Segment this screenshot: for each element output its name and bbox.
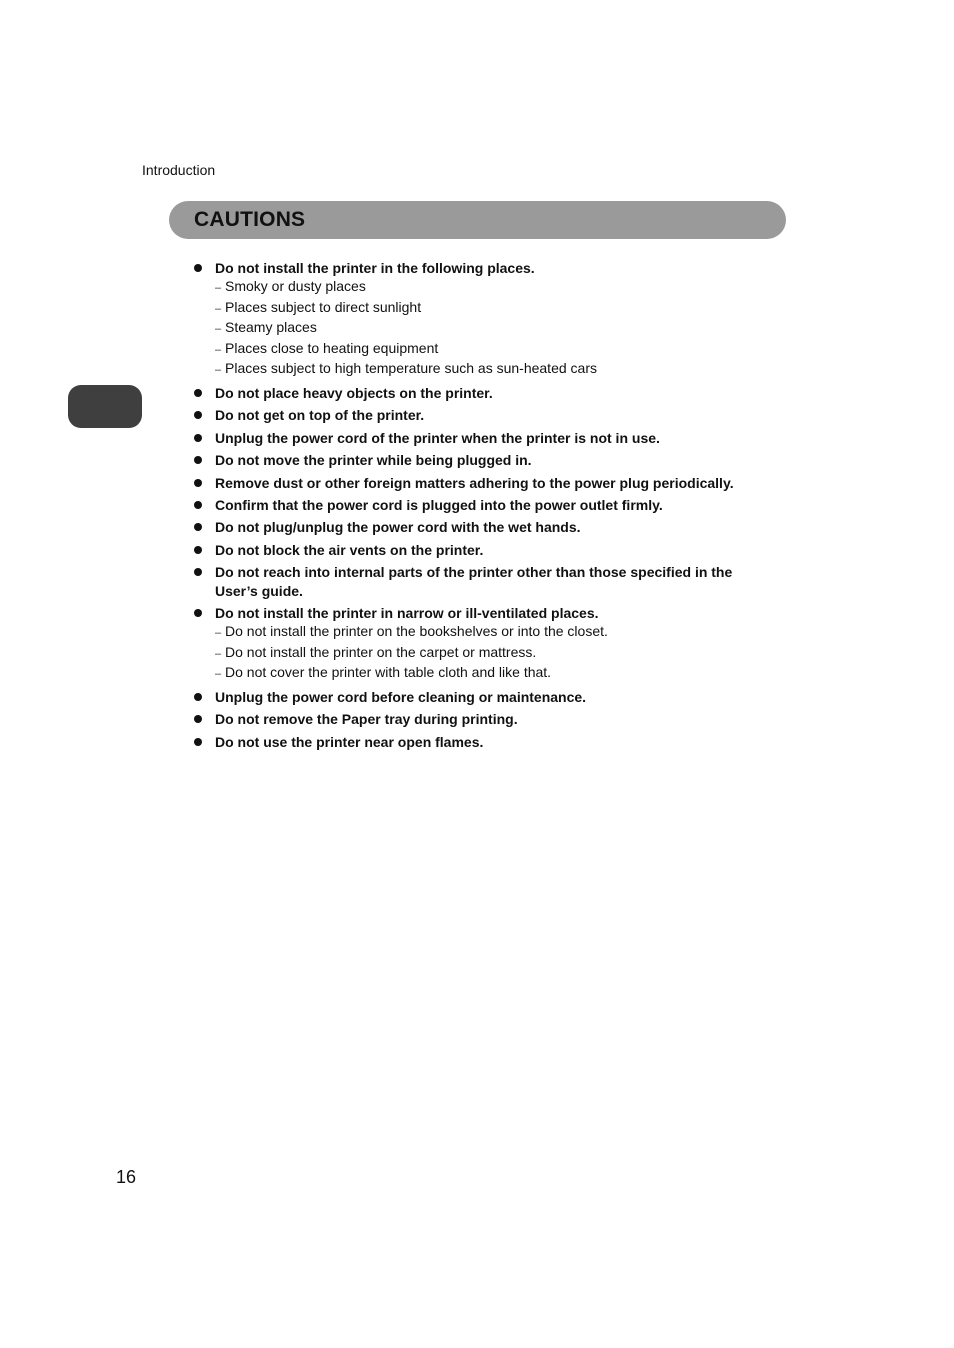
caution-text: Do not place heavy objects on the printer. xyxy=(215,384,493,401)
caution-text: Do not move the printer while being plugged in. xyxy=(215,452,532,469)
caution-item xyxy=(194,563,774,600)
caution-item xyxy=(194,541,774,559)
bullet-icon xyxy=(194,434,202,442)
bullet-icon xyxy=(194,693,202,701)
page-number: 16 xyxy=(116,1167,137,1187)
caution-item xyxy=(194,259,774,380)
caution-text: Unplug the power cord of the printer when the printer is not in use. xyxy=(215,429,660,446)
caution-subitem-text: Steamy places xyxy=(225,319,317,336)
caution-item xyxy=(194,604,774,684)
bullet-icon xyxy=(194,389,202,397)
bullet-icon xyxy=(194,456,202,464)
caution-subitem-text: Places close to heating equipment xyxy=(225,339,439,356)
bullet-icon xyxy=(194,546,202,554)
dash-icon: – xyxy=(215,302,222,315)
dash-icon: – xyxy=(215,668,222,681)
bullet-icon xyxy=(194,479,202,487)
caution-text: Do not remove the Paper tray during printing. xyxy=(215,711,518,728)
bullet-icon xyxy=(194,609,202,617)
title-bar xyxy=(169,201,786,239)
dash-icon: – xyxy=(215,364,222,377)
caution-text: Do not reach into internal parts of the printer other than those specified in the User’s guide. xyxy=(215,564,733,599)
chapter-tab xyxy=(68,385,142,428)
caution-item xyxy=(194,406,774,424)
caution-item xyxy=(194,688,774,706)
caution-sublist xyxy=(215,277,774,380)
caution-subitem xyxy=(215,339,774,360)
caution-text: Do not use the printer near open flames. xyxy=(215,733,484,750)
caution-subitem-text: Do not install the printer on the bookshelves or into the closet. xyxy=(225,623,608,640)
caution-text: Do not get on top of the printer. xyxy=(215,407,425,424)
caution-subitem xyxy=(215,318,774,339)
caution-item xyxy=(194,710,774,728)
bullet-icon xyxy=(194,411,202,419)
caution-text: Remove dust or other foreign matters adhering to the power plug periodically. xyxy=(215,474,734,491)
caution-text: Do not plug/unplug the power cord with the wet hands. xyxy=(215,519,581,536)
caution-subitem-text: Places subject to direct sunlight xyxy=(225,298,422,315)
bullet-icon xyxy=(194,264,202,272)
bullet-icon xyxy=(194,523,202,531)
caution-subitem-text: Smoky or dusty places xyxy=(225,278,366,295)
caution-item xyxy=(194,384,774,402)
bullet-icon xyxy=(194,568,202,576)
caution-sublist xyxy=(215,622,774,684)
caution-text: Confirm that the power cord is plugged into the power outlet firmly. xyxy=(215,496,663,513)
caution-item xyxy=(194,496,774,514)
caution-subitem-text: Places subject to high temperature such as sun-heated cars xyxy=(225,360,597,377)
caution-item xyxy=(194,733,774,751)
dash-icon: – xyxy=(215,647,222,660)
bullet-icon xyxy=(194,715,202,723)
bullet-icon xyxy=(194,738,202,746)
caution-subitem xyxy=(215,298,774,319)
caution-subitem-text: Do not install the printer on the carpet or mattress. xyxy=(225,643,537,660)
caution-item xyxy=(194,474,774,492)
caution-text: Do not block the air vents on the printer. xyxy=(215,541,484,558)
caution-item xyxy=(194,451,774,469)
caution-item xyxy=(194,429,774,447)
dash-icon: – xyxy=(215,323,222,336)
caution-text: Unplug the power cord before cleaning or maintenance. xyxy=(215,688,587,705)
caution-subitem xyxy=(215,622,774,643)
dash-icon: – xyxy=(215,282,222,295)
dash-icon: – xyxy=(215,627,222,640)
caution-subitem xyxy=(215,643,774,664)
bullet-icon xyxy=(194,501,202,509)
caution-subitem xyxy=(215,663,774,684)
caution-text: Do not install the printer in the following places. xyxy=(215,260,535,276)
caution-text: Do not install the printer in narrow or ill-ventilated places. xyxy=(215,604,599,621)
caution-item xyxy=(194,518,774,536)
caution-subitem-text: Do not cover the printer with table cloth and like that. xyxy=(225,664,552,681)
dash-icon: – xyxy=(215,343,222,356)
caution-subitem xyxy=(215,277,774,298)
section-label: Introduction xyxy=(142,162,216,178)
page-title: CAUTIONS xyxy=(194,208,306,231)
caution-subitem xyxy=(215,359,774,380)
cautions-list xyxy=(194,259,774,755)
